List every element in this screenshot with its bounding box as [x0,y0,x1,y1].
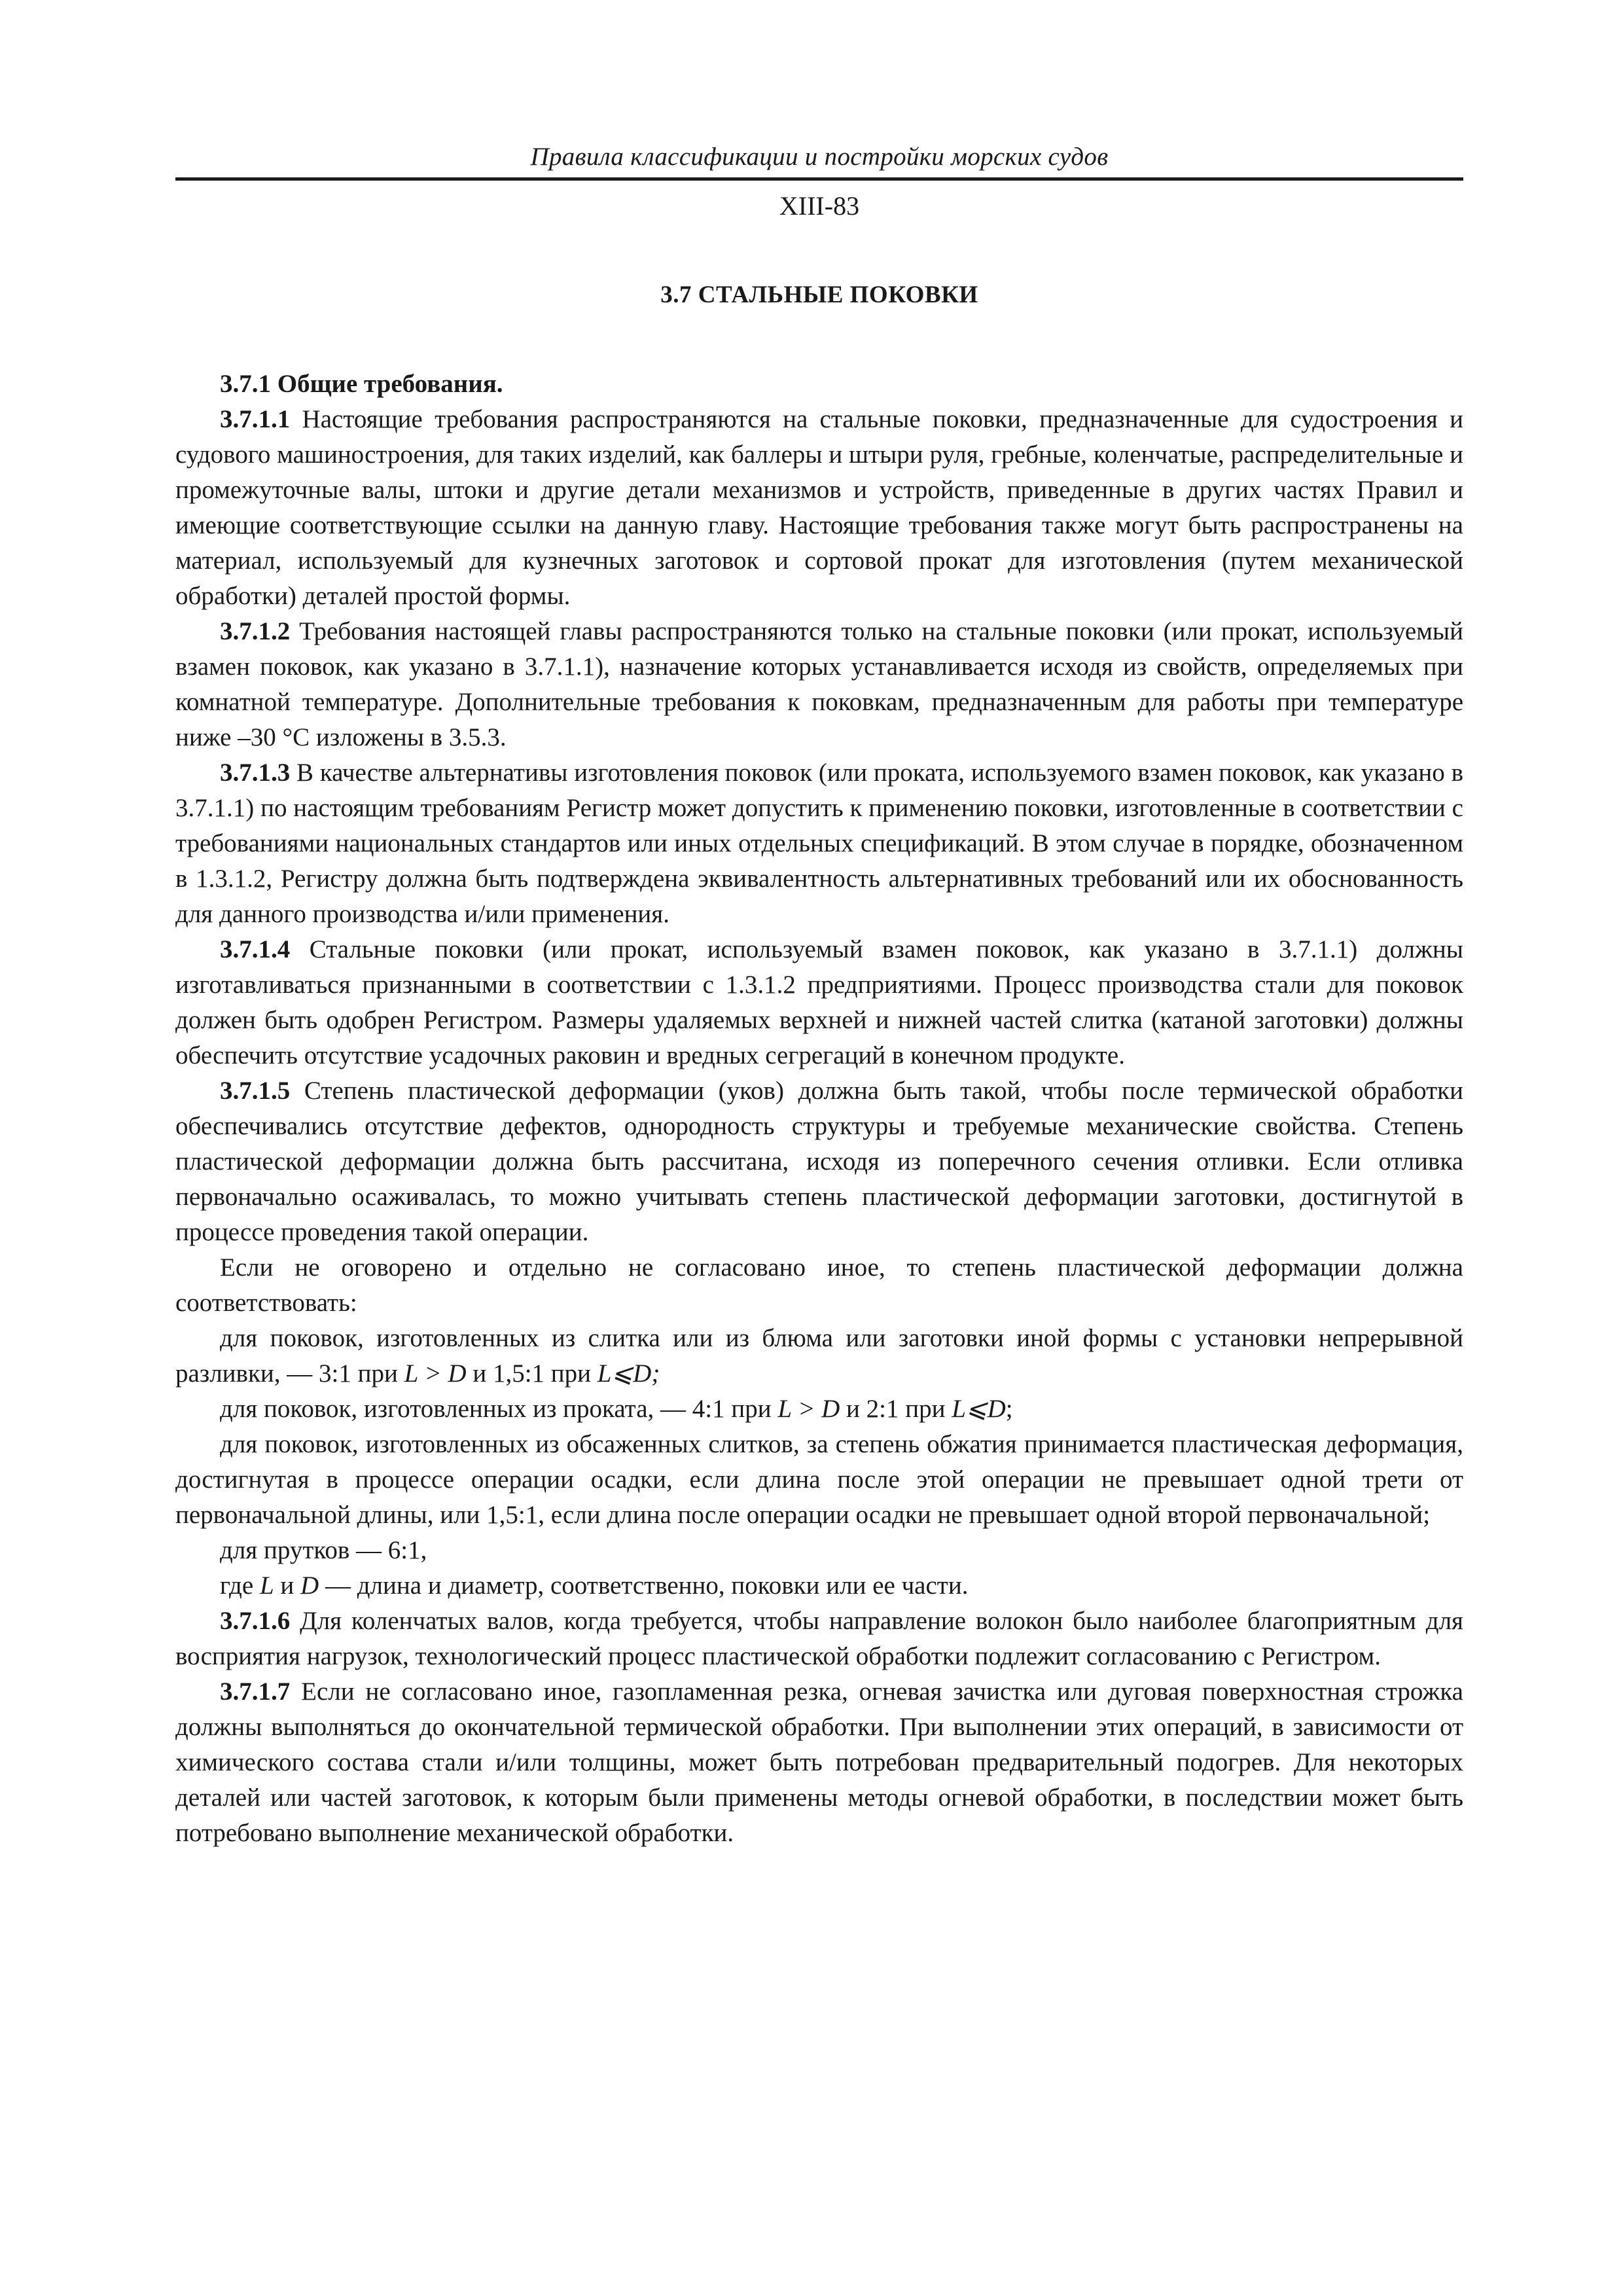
clause-number: 3.7.1.7 [220,1677,291,1706]
document-body [175,367,1463,1851]
paragraph-text: для поковок, изготовленных из проката, — 4:1 при [220,1395,778,1423]
header-rule [175,177,1463,181]
math-variable: L [259,1571,274,1600]
paragraph-3-7-1-2 [175,614,1463,755]
math-expression: L > D [404,1359,467,1388]
paragraph-text: Для коленчатых валов, когда требуется, чтобы направление волокон было наиболее благоприятным для восприятия нагрузок, технологический процесс пластической обработки подлежит согласованию с Регистром. [175,1607,1463,1670]
paragraph-text: — длина и диаметр, соответственно, поковки или ее части. [319,1571,969,1600]
subsection-heading-paragraph [175,367,1463,402]
paragraph-text: и 2:1 при [840,1395,952,1423]
paragraph-upset-forgings [175,1427,1463,1533]
paragraph-text: Степень пластической деформации (уков) должна быть такой, чтобы после термической обработки обеспечивались отсутствие дефектов, однородность структуры и требуемые механические свойства. Степень пластической деформации должна быть рассчитана, исходя из поперечного сечения отливки. Если отливка первоначально осаживалась, то можно учитывать степень пластической деформации заготовки, достигнутой в процессе проведения такой операции. [175,1077,1463,1246]
clause-number: 3.7.1.1 [220,405,291,433]
paragraph-3-7-1-5 [175,1073,1463,1250]
paragraph-text: Если не согласовано иное, газопламенная резка, огневая зачистка или дуговая поверхностная строжка должны выполняться до окончательной термической обработки. При выполнении этих операций, в зависимости от химического состава стали и/или толщины, может быть потребован предварительный подогрев. Для некоторых деталей или частей заготовок, к которым были применены методы огневой обработки, в последствии может быть потребовано выполнение механической обработки. [175,1677,1463,1847]
section-title: 3.7 СТАЛЬНЫЕ ПОКОВКИ [660,281,978,308]
paragraph-text: и 1,5:1 при [466,1359,597,1388]
subsection-heading: 3.7.1 Общие требования. [220,370,503,398]
clause-number: 3.7.1.4 [220,935,291,963]
paragraph-3-7-1-1 [175,402,1463,614]
math-expression: L > D [777,1395,840,1423]
paragraph-text: для поковок, изготовленных из обсаженных слитков, за степень обжатия принимается пластическая деформация, достигнутая в процессе операции осадки, если длина после этой операции не превышает одной трети от первоначальной длины, или 1,5:1, если длина после операции осадки не превышает одной второй первоначальной; [175,1430,1463,1529]
paragraph-deformation-intro [175,1250,1463,1321]
math-expression: L⩽D [952,1395,1006,1423]
paragraph-3-7-1-6 [175,1604,1463,1674]
clause-number: 3.7.1.5 [220,1077,291,1105]
math-expression: L⩽D; [597,1359,660,1388]
running-title: Правила классификации и постройки морских судов [530,143,1109,171]
paragraph-text: для прутков — 6:1, [220,1536,427,1564]
paragraph-text: ; [1005,1395,1013,1423]
paragraph-text: Стальные поковки (или прокат, используемый взамен поковок, как указано в 3.7.1.1) должны изготавливаться признанными в соответствии с 1.3.1.2 предприятиями. Процесс производства стали для поковок должен быть одобрен Регистром. Размеры удаляемых верхней и нижней частей слитка (катаной заготовки) должны обеспечить отсутствие усадочных раковин и вредных сегрегаций в конечном продукте. [175,935,1463,1069]
paragraph-text: Требования настоящей главы распространяются только на стальные поковки (или прокат, используемый взамен поковок, как указано в 3.7.1.1), назначение которых устанавливается исходя из свойств, определяемых при комнатной температуре. Дополнительные требования к поковкам, предназначенным для работы при температуре ниже –30 °С изложены в 3.5.3. [175,617,1463,751]
paragraph-bars [175,1533,1463,1568]
paragraph-text: где [220,1571,260,1600]
page-number: XIII-83 [779,191,860,221]
paragraph-text: Настоящие требования распространяются на стальные поковки, предназначенные для судостроения и судового машиностроения, для таких изделий, как баллеры и штыри руля, гребные, коленчатые, распределительные и промежуточные валы, штоки и другие детали механизмов и устройств, приведенные в других частях Правил и имеющие соответствующие ссылки на данную главу. Настоящие требования также могут быть распространены на материал, используемый для кузнечных заготовок и сортовой прокат для изготовления (путем механической обработки) деталей простой формы. [175,405,1463,610]
paragraph-text: Если не оговорено и отдельно не согласовано иное, то степень пластической деформации должна соответствовать: [175,1253,1463,1317]
paragraph-3-7-1-3 [175,755,1463,932]
paragraph-text: и [274,1571,301,1600]
clause-number: 3.7.1.2 [220,617,291,645]
paragraph-definitions [175,1568,1463,1604]
math-variable: D [300,1571,319,1600]
clause-number: 3.7.1.6 [220,1607,291,1635]
paragraph-text: для поковок, изготовленных из слитка или из блюма или заготовки иной формы с установки непрерывной разливки, — 3:1 при [175,1324,1463,1388]
paragraph-rolled-forgings [175,1391,1463,1427]
paragraph-3-7-1-7 [175,1674,1463,1851]
clause-number: 3.7.1.3 [220,759,291,787]
paragraph-3-7-1-4 [175,932,1463,1073]
paragraph-text: В качестве альтернативы изготовления поковок (или проката, используемого взамен поковок, как указано в 3.7.1.1) по настоящим требованиям Регистр может допустить к применению поковки, изготовленные в соответствии с требованиями национальных стандартов или иных отдельных спецификаций. В этом случае в порядке, обозначенном в 1.3.1.2, Регистру должна быть подтверждена эквивалентность альтернативных требований или их обоснованность для данного производства и/или применения. [175,759,1463,928]
paragraph-ingot-forgings [175,1321,1463,1391]
